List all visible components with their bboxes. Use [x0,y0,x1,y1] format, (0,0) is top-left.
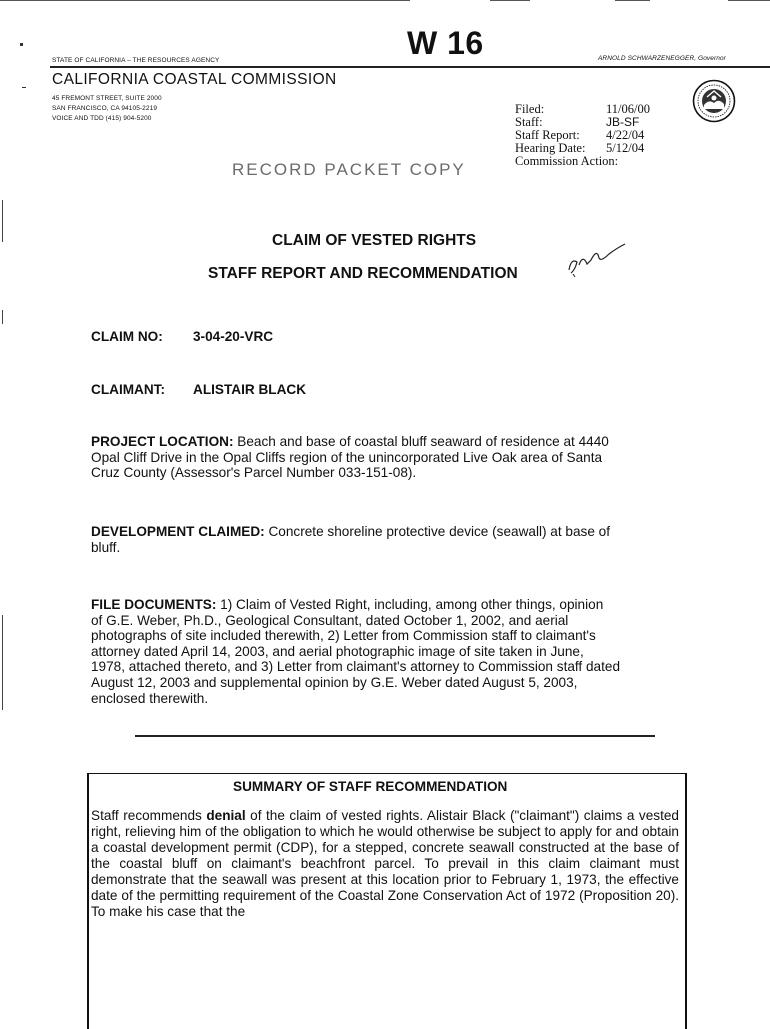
meta-hearing-date-label: Hearing Date: [515,141,586,155]
development-claimed-line-2: bluff. [91,539,121,555]
report-title-line-1: CLAIM OF VESTED RIGHTS [272,232,477,249]
scan-mark [20,43,23,46]
scan-mark [22,87,26,88]
record-packet-stamp: RECORD PACKET COPY [232,160,466,179]
meta-filed-value: 11/06/00 [606,102,650,116]
meta-staff-report-value: 4/22/04 [606,128,645,142]
meta-staff-value: JB-SF [606,115,640,129]
file-documents-line-5: 1978, attached thereto, and 3) Letter from claimant's attorney to Commission staff dated [91,659,621,675]
project-location-label: PROJECT LOCATION: [91,434,234,449]
development-claimed-label: DEVELOPMENT CLAIMED: [91,524,265,539]
file-documents-line-4: attorney dated April 14, 2003, and aerial photographic image of site taken in June, [91,643,584,659]
file-documents-line-2: of G.E. Weber, Ph.D., Geological Consultant, dated October 1, 2002, and aerial [91,612,569,628]
file-documents-line-3: photographs of site included therewith, 2) Letter from Commission staff to claimant's [91,628,596,644]
claimant-label: CLAIMANT: [91,382,165,397]
scan-mark [2,615,3,710]
file-documents-line-6: August 12, 2003 and supplemental opinion by G.E. Weber dated August 5, 2003, [91,674,578,690]
governor-line: ARNOLD SCHWARZENEGGER, Governor [598,55,726,62]
claimant-value: ALISTAIR BLACK [193,382,307,397]
top-rule-mark-3 [728,0,770,1]
summary-box [87,773,687,1029]
project-location [91,434,691,481]
address-line-3: VOICE AND TDD (415) 904-5200 [52,115,152,122]
report-title-line-2: STAFF REPORT AND RECOMMENDATION [208,265,518,282]
file-documents-line-7: enclosed therewith. [91,690,209,706]
meta-filed-label: Filed: [515,102,545,116]
meta-staff-label: Staff: [515,115,543,129]
summary-body: of the claim of vested rights. Alistair Black ("claimant") claims a vested right, relieving him of the obligation to which he would otherwise be subject to apply for and obtain a coastal development permit (CDP), for a stepped, concrete seawall constructed at the base of the coastal bluff on claimant's beachfront parcel. To prevail in this claim claimant must demonstrate that the seawall was present at this location prior to February 1, 1973, the effective date of the permitting requirement of the Coastal Zone Conservation Act of 1972 (Proposition 20). To make his case that the [91,808,679,919]
top-rule-left [0,0,410,1]
summary-text [91,808,679,920]
state-seal-icon [692,79,736,123]
project-location-line-3: Cruz County (Assessor's Parcel Number 033-151-08). [91,465,417,481]
development-claimed [91,524,691,555]
commission-name: CALIFORNIA COASTAL COMMISSION [52,71,337,88]
meta-hearing-date-value: 5/12/04 [606,141,645,155]
file-documents [91,597,691,706]
handwritten-initials [565,240,630,278]
development-claimed-line-1: Concrete shoreline protective device (seawall) at base of [268,524,611,539]
file-documents-label: FILE DOCUMENTS: [91,597,217,612]
summary-lead: Staff recommends [91,808,207,823]
project-location-line-1: Beach and base of coastal bluff seaward of residence at 4440 [237,434,609,449]
section-separator [135,735,655,737]
header-rule [50,66,770,68]
summary-denial: denial [206,808,246,823]
claim-number-label: CLAIM NO: [91,329,163,344]
summary-heading: SUMMARY OF STAFF RECOMMENDATION [233,779,508,794]
agency-line: STATE OF CALIFORNIA – THE RESOURCES AGENCY [52,57,220,64]
top-rule-mark-1 [490,0,530,1]
meta-commission-action-label: Commission Action: [515,154,619,168]
scan-mark [2,310,3,324]
meta-values [606,103,650,155]
meta-staff-report-label: Staff Report: [515,128,580,142]
top-rule-mark-2 [615,0,650,1]
address-line-2: SAN FRANCISCO, CA 94105-2219 [52,105,158,112]
meta-labels [515,103,618,168]
address-line-1: 45 FREMONT STREET, SUITE 2000 [52,95,162,102]
scan-mark [2,200,3,242]
project-location-line-2: Opal Cliff Drive in the Opal Cliffs region of the unincorporated Live Oak area of Santa [91,449,603,465]
file-documents-line-1: 1) Claim of Vested Right, including, among other things, opinion [220,597,604,612]
item-code: W 16 [407,25,484,61]
claim-number-value: 3-04-20-VRC [193,329,274,344]
